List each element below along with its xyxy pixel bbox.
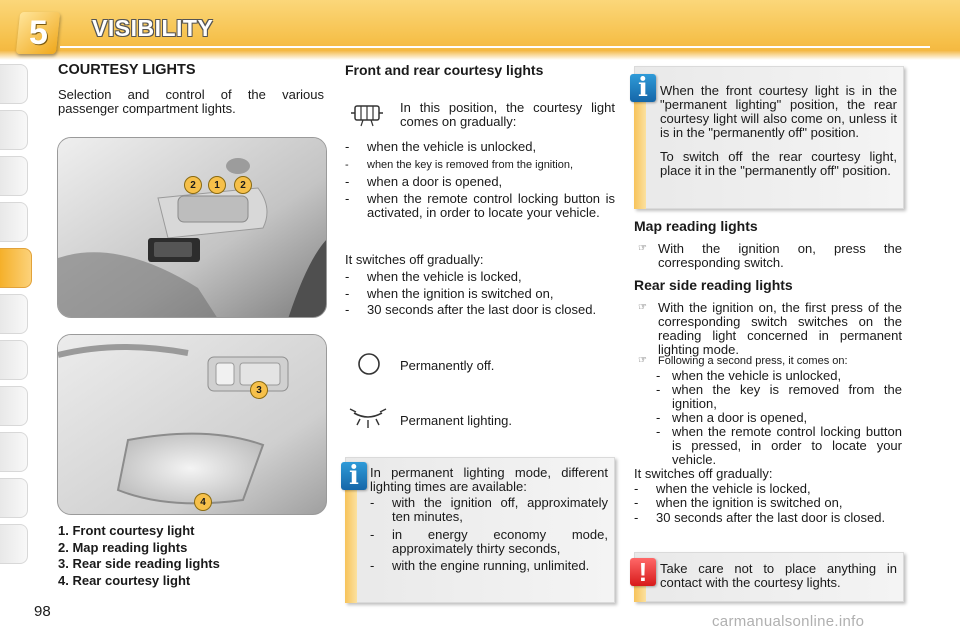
- callout-label: 2: [184, 176, 202, 194]
- legend-item: 3. Rear side reading lights: [58, 556, 220, 571]
- info-icon: i: [341, 462, 367, 490]
- list-item: - when the ignition is switched on,: [634, 496, 902, 510]
- chapter-tabs: [0, 64, 28, 580]
- chapter-number: 5: [28, 13, 48, 52]
- off-intro: It switches off gradually:: [345, 252, 484, 267]
- callout-label: 2: [234, 176, 252, 194]
- list-item: - when the remote control locking button is activated, in order to locate your vehicle.: [345, 192, 615, 220]
- chapter-tab[interactable]: [0, 202, 28, 242]
- legend-item: 4. Rear courtesy light: [58, 572, 191, 588]
- info-box-stripe: [634, 96, 646, 209]
- section-title: Front and rear courtesy lights: [345, 62, 544, 78]
- info-icon: i: [630, 74, 656, 102]
- watermark: carmanualsonline.info: [712, 613, 865, 630]
- callout-label: 3: [250, 381, 268, 399]
- chapter-tab[interactable]: [0, 386, 28, 426]
- list-item: - when the vehicle is unlocked,: [656, 369, 902, 383]
- legend-item: 2. Map reading lights: [58, 539, 188, 555]
- instruction-item: ☞ With the ignition on, the first press of the corresponding switch switches on the reading light concerned in permanent lighting mode.: [638, 300, 902, 357]
- header-fade: [0, 50, 960, 60]
- instruction-item: ☞ With the ignition on, press the corresponding switch.: [638, 241, 902, 270]
- rear-lights-photo: [57, 334, 327, 515]
- chapter-tab[interactable]: [0, 524, 28, 564]
- info-box-item: - with the engine running, unlimited.: [370, 559, 608, 573]
- ceiling-console-photo: [57, 137, 327, 318]
- chapter-title: VISIBILITY: [92, 15, 214, 41]
- chapter-tab[interactable]: [0, 64, 28, 104]
- list-item: - 30 seconds after the last door is closed.: [634, 511, 902, 525]
- permanent-lighting-label: Permanent lighting.: [400, 413, 513, 428]
- warning-icon: !: [630, 558, 656, 586]
- chapter-tab[interactable]: [0, 156, 28, 196]
- list-item: - when the vehicle is locked,: [345, 270, 615, 284]
- chapter-tab[interactable]: [0, 478, 28, 518]
- info-box-intro: In permanent lighting mode, different lighting times are available:: [370, 465, 608, 494]
- callout-label: 4: [194, 493, 212, 511]
- chapter-number-badge: [16, 12, 60, 54]
- gradual-text: In this position, the courtesy light comes on gradually:: [400, 100, 615, 129]
- pointer-icon: ☞: [638, 302, 647, 313]
- intro-text: Selection and control of the various passenger compartment lights.: [58, 87, 324, 116]
- section-title: COURTESY LIGHTS: [58, 62, 196, 78]
- list-item: - when the key is removed from the ignition,: [656, 383, 902, 411]
- info-box-item: - with the ignition off, approximately ten minutes,: [370, 496, 608, 524]
- chapter-tab-active[interactable]: [0, 248, 32, 288]
- legend-item: 1. Front courtesy light: [58, 523, 195, 538]
- info-box-item: - in energy economy mode, approximately thirty seconds,: [370, 528, 608, 556]
- instruction-item: ☞ Following a second press, it comes on:: [638, 355, 848, 367]
- list-item: - when the key is removed from the ignition,: [345, 158, 615, 172]
- warning-text: Take care not to place anything in contact with the courtesy lights.: [660, 561, 897, 590]
- page-number: 98: [34, 603, 51, 620]
- chapter-tab[interactable]: [0, 294, 28, 334]
- pointer-icon: ☞: [638, 355, 647, 366]
- off-intro: It switches off gradually:: [634, 466, 773, 481]
- info-box-text: To switch off the rear courtesy light, place it in the "permanently off" position.: [660, 149, 897, 178]
- permanently-off-label: Permanently off.: [400, 358, 495, 373]
- pointer-icon: ☞: [638, 243, 647, 254]
- list-item: - when the vehicle is locked,: [634, 482, 902, 496]
- list-item: - when a door is opened,: [656, 411, 902, 425]
- list-item: - when the vehicle is unlocked,: [345, 140, 615, 154]
- list-item: - 30 seconds after the last door is closed.: [345, 303, 615, 317]
- gradual-position-icon: [349, 100, 385, 128]
- permanent-lighting-icon: [348, 405, 388, 433]
- chapter-tab[interactable]: [0, 432, 28, 472]
- legend-list: [58, 523, 298, 589]
- section-title: Rear side reading lights: [634, 277, 793, 293]
- list-item: - when a door is opened,: [345, 175, 615, 189]
- chapter-tab[interactable]: [0, 340, 28, 380]
- header-rule: [60, 46, 930, 48]
- permanently-off-icon: [356, 351, 382, 377]
- section-title: Map reading lights: [634, 218, 758, 234]
- info-box-stripe: [345, 486, 357, 603]
- chapter-tab[interactable]: [0, 110, 28, 150]
- callout-label: 1: [208, 176, 226, 194]
- info-box-text: When the front courtesy light is in the "permanent lighting" position, the rear courtesy light will also come on, unless it is in the "permanently off" position.: [660, 83, 897, 140]
- list-item: - when the remote control locking button is pressed, in order to locate your vehicle.: [656, 425, 902, 467]
- list-item: - when the ignition is switched on,: [345, 287, 615, 301]
